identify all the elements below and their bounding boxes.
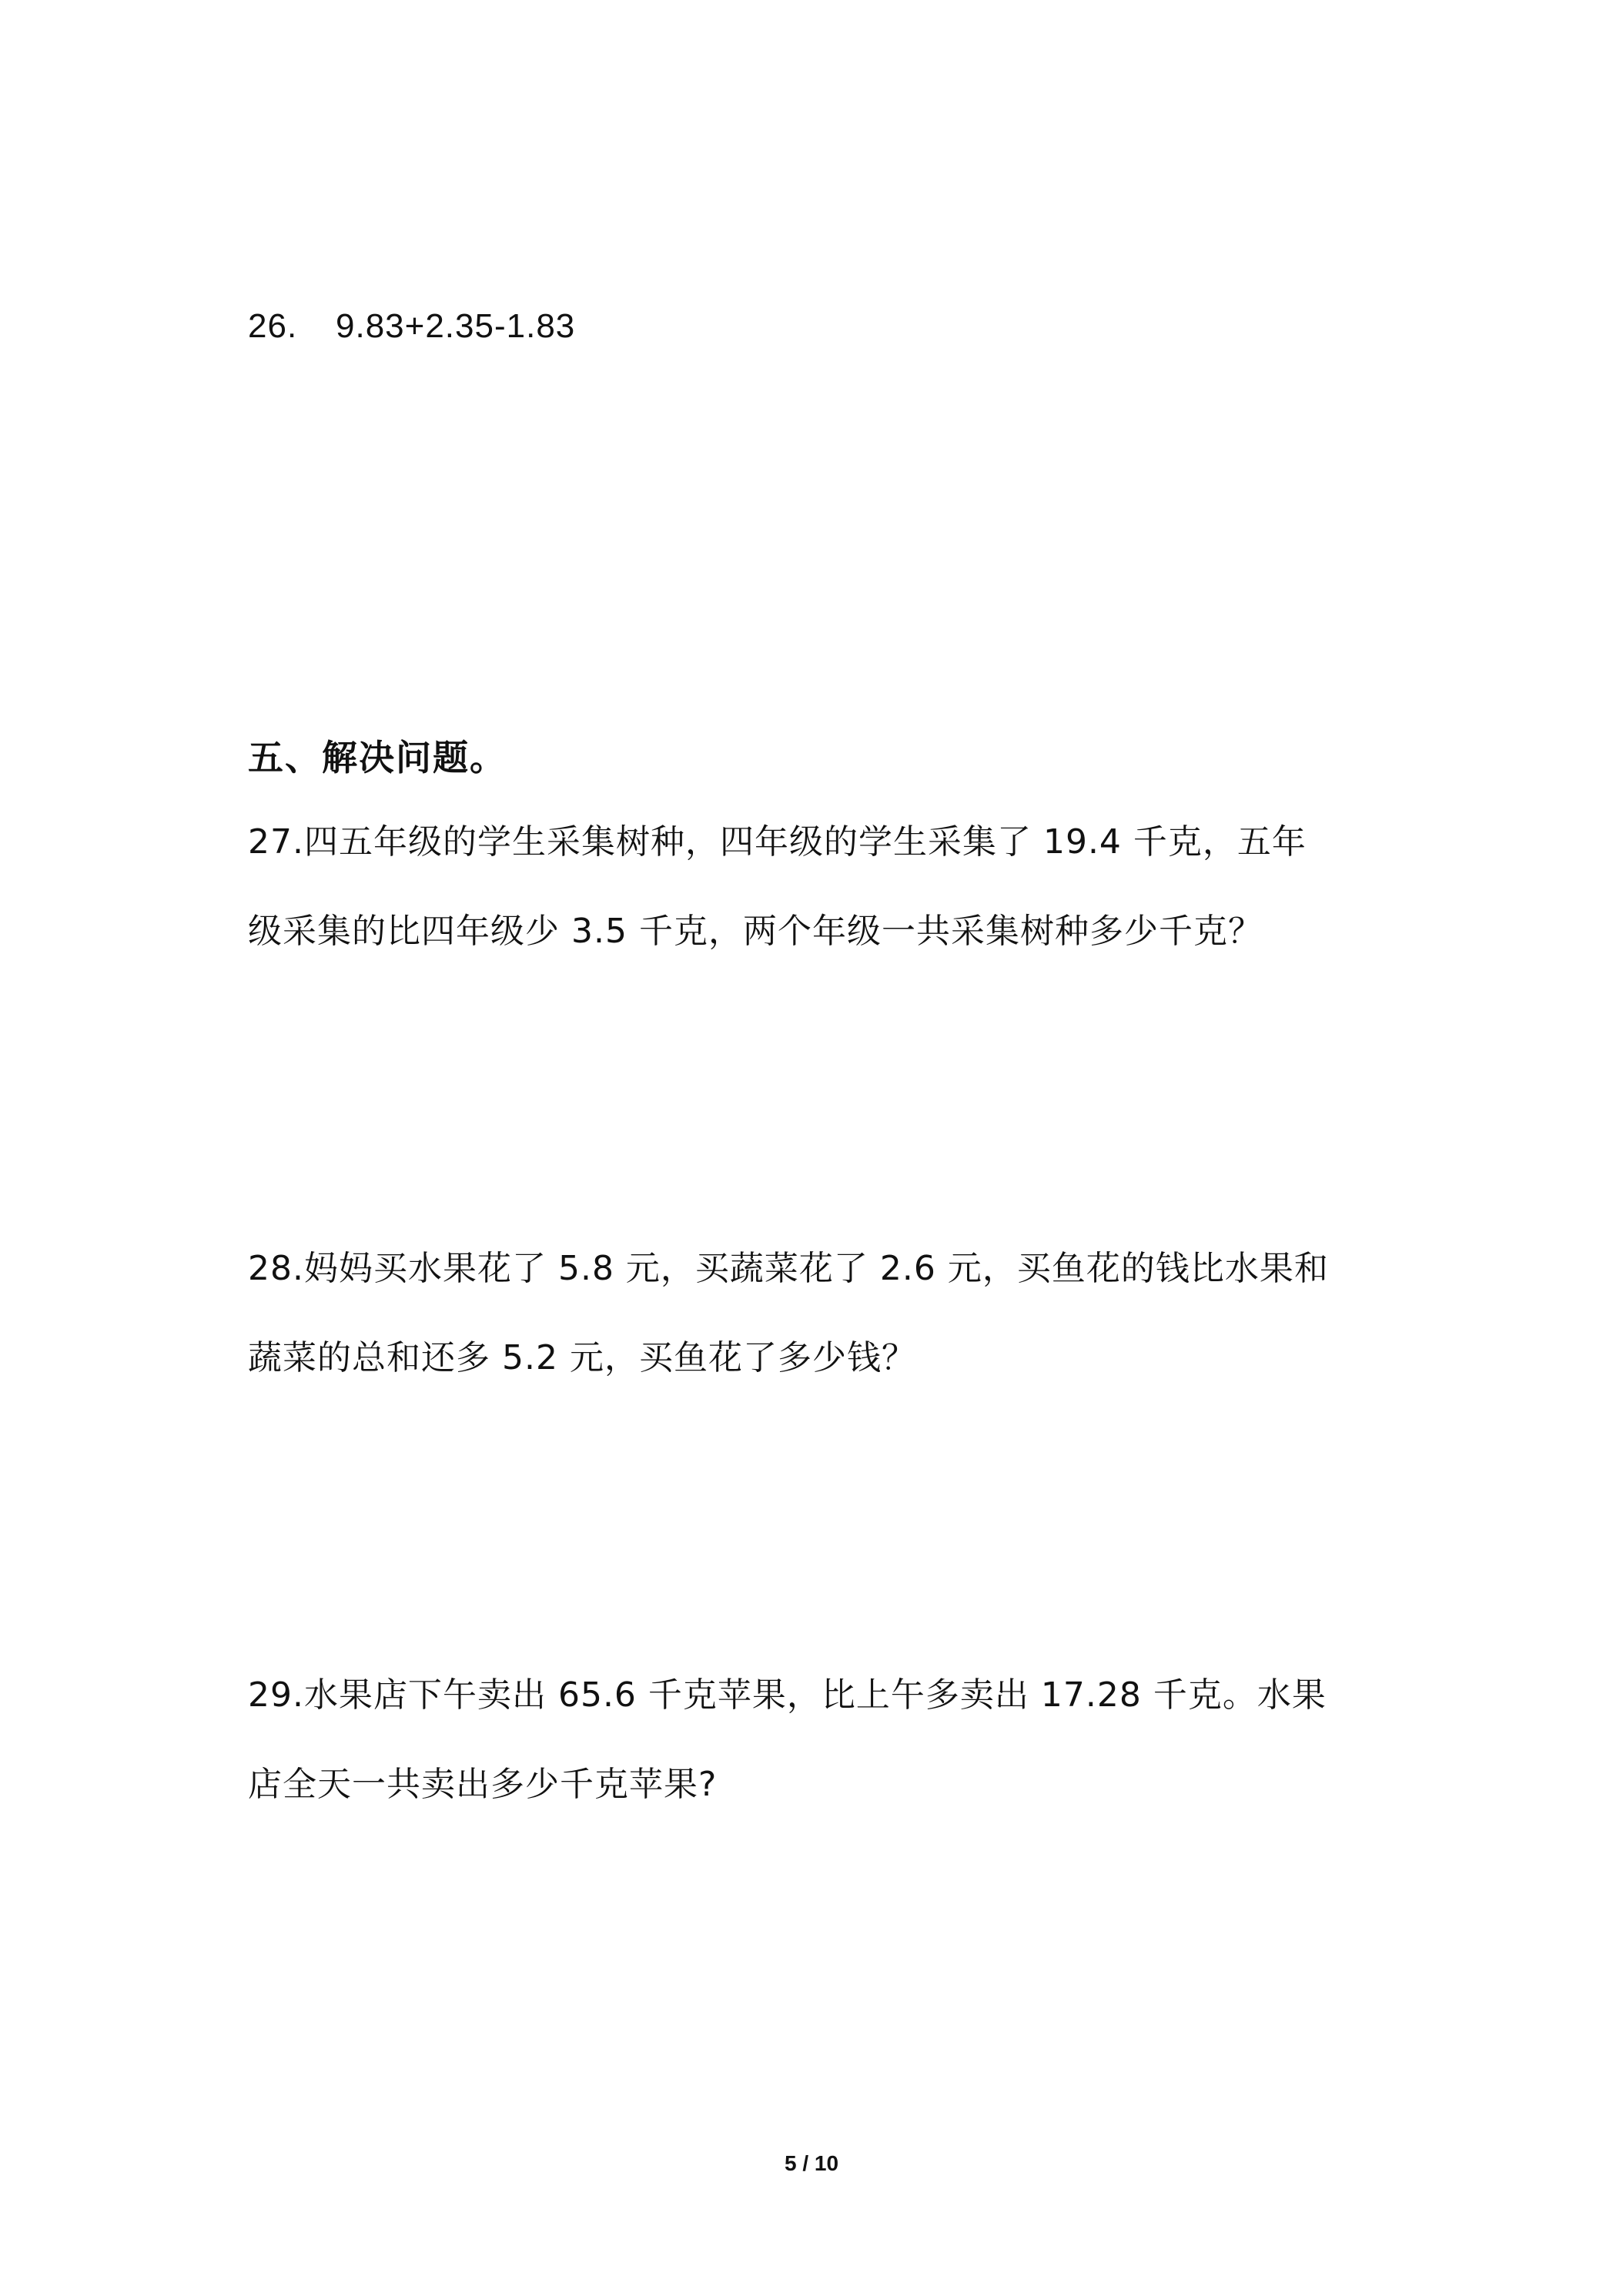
- problem-26-expression: 9.83+2.35-1.83: [336, 307, 576, 345]
- page-number: 5 / 10: [784, 2151, 839, 2175]
- problem-28-line-1: 28.妈妈买水果花了 5.8 元，买蔬菜花了 2.6 元，买鱼花的钱比水果和: [248, 1249, 1329, 1288]
- problem-27-line-2: 级采集的比四年级少 3.5 千克，两个年级一共采集树种多少千克？: [248, 912, 1263, 951]
- problem-29-line-2: 店全天一共卖出多少千克苹果?: [248, 1765, 718, 1804]
- problem-26: [248, 303, 575, 350]
- problem-27-line-1: 27.四五年级的学生采集树种，四年级的学生采集了 19.4 千克，五年: [248, 822, 1307, 862]
- problem-29-line-1: 29.水果店下午卖出 65.6 千克苹果，比上午多卖出 17.28 千克。水果: [248, 1675, 1327, 1715]
- problem-28-line-2: 蔬菜的总和还多 5.2 元，买鱼花了多少钱？: [248, 1338, 916, 1377]
- problem-26-number: 26.: [248, 307, 298, 345]
- section-title: 五、解决问题。: [248, 737, 507, 778]
